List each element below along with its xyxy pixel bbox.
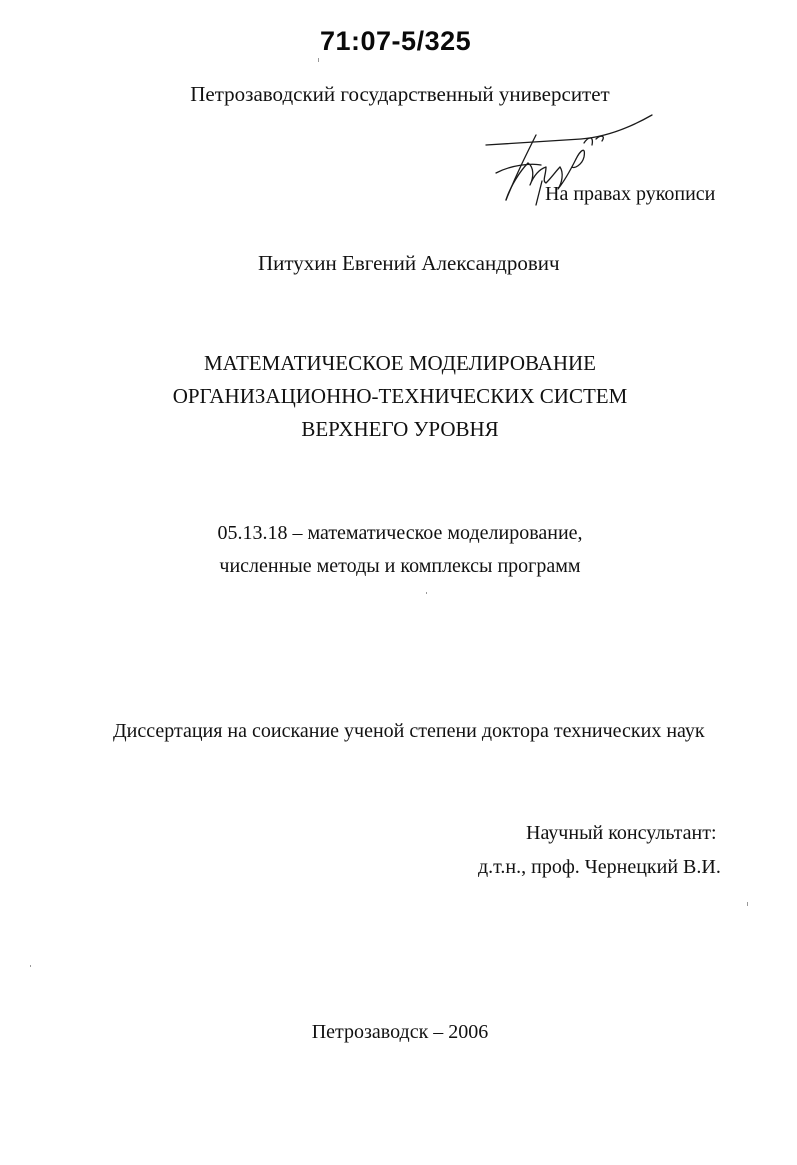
specialty-line: 05.13.18 – математическое моделирование,: [217, 522, 583, 544]
title-line: ВЕРХНЕГО УРОВНЯ: [301, 417, 499, 441]
author-name: Питухин Евгений Александрович: [258, 251, 560, 275]
city-year: Петрозаводск – 2006: [311, 1021, 489, 1043]
scan-speck: [30, 965, 31, 967]
specialty-line: численные методы и комплексы программ: [219, 555, 581, 577]
dissertation-title: [0, 347, 797, 446]
title-line: МАТЕМАТИЧЕСКОЕ МОДЕЛИРОВАНИЕ: [203, 351, 597, 375]
scan-speck: [747, 902, 748, 906]
title-line: ОРГАНИЗАЦИОННО-ТЕХНИЧЕСКИХ СИСТЕМ: [172, 384, 628, 408]
university-name: Петрозаводский государственный университет: [190, 82, 610, 106]
degree-statement: Диссертация на соискание ученой степени доктора технических наук: [113, 720, 705, 742]
scan-speck: [318, 58, 319, 62]
advisor-label: Научный консультант:: [526, 822, 717, 844]
specialty-code: [0, 517, 797, 583]
scan-speck: [426, 592, 427, 594]
library-stamp-code: 71:07-5/325: [320, 26, 472, 56]
manuscript-rights-note: На правах рукописи: [545, 183, 716, 205]
advisor-name: д.т.н., проф. Чернецкий В.И.: [478, 856, 721, 878]
